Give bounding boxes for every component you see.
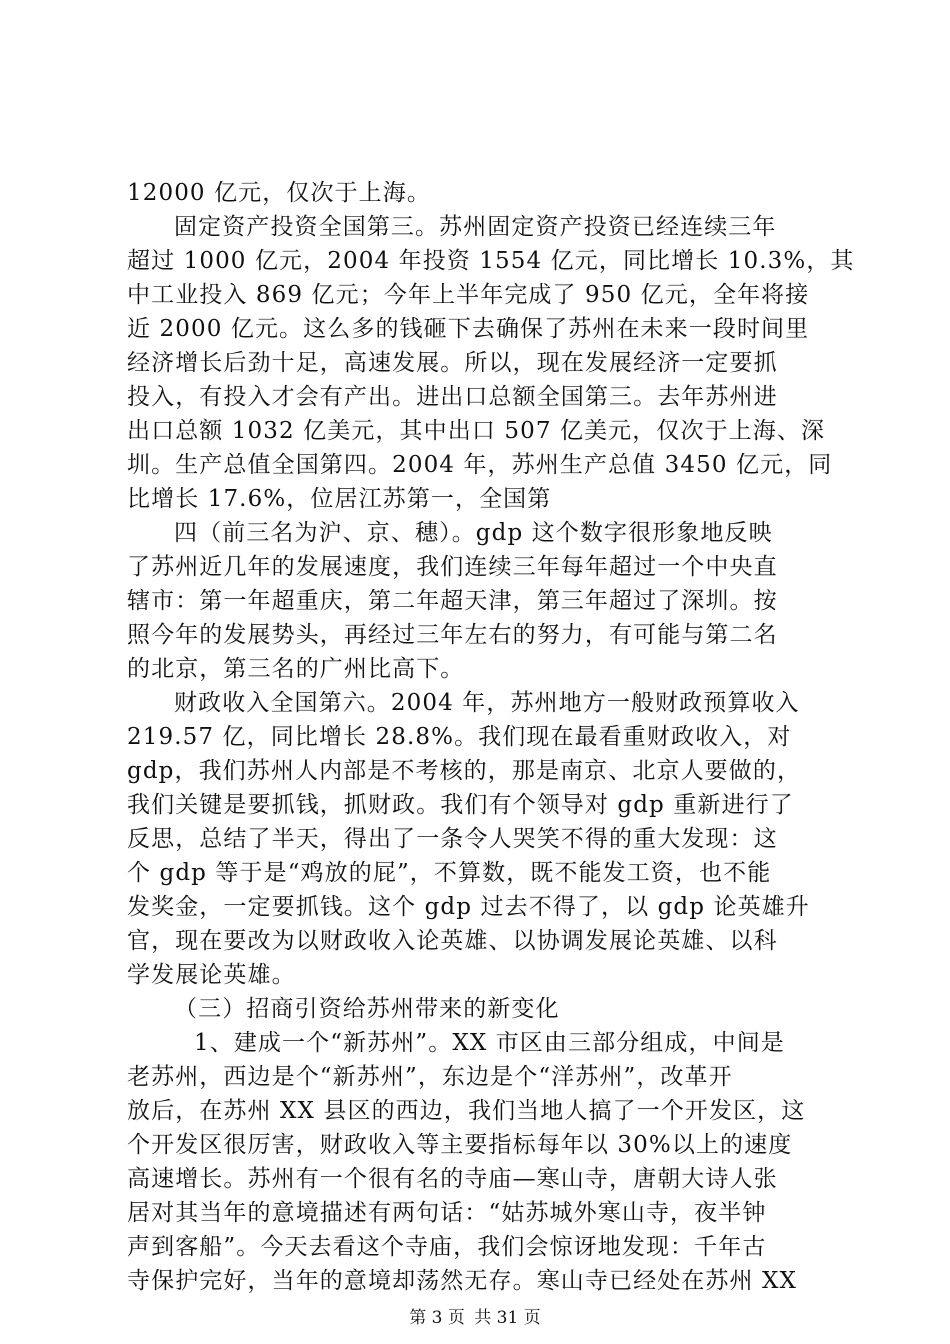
- text-line: 老苏州，西边是个“新苏州”，东边是个“洋苏州”，改革开: [127, 1064, 733, 1090]
- text-line: 固定资产投资全国第三。苏州固定资产投资已经连续三年: [174, 214, 777, 240]
- text-line: 放后，在苏州 XX 县区的西边，我们当地人搞了一个开发区，这: [127, 1098, 806, 1124]
- text-line: 高速增长。苏州有一个很有名的寺庙—寒山寺，唐朝大诗人张: [127, 1166, 778, 1192]
- text-line: 反思，总结了半天，得出了一条令人哭笑不得的重大发现：这: [127, 826, 778, 852]
- text-line: 出口总额 1032 亿美元，其中出口 507 亿美元，仅次于上海、深: [127, 418, 826, 444]
- text-line: 发奖金，一定要抓钱。这个 gdp 过去不得了，以 gdp 论英雄升: [127, 894, 810, 920]
- text-line: 寺保护完好，当年的意境却荡然无存。寒山寺已经处在苏州 XX: [127, 1268, 797, 1294]
- text-line: 官，现在要改为以财政收入论英雄、以协调发展论英雄、以科: [127, 928, 778, 954]
- text-line: 声到客船”。今天去看这个寺庙，我们会惊讶地发现：千年古: [127, 1234, 767, 1260]
- page-total: 共 31 页: [474, 1308, 541, 1328]
- text-line: 1、建成一个“新苏州”。XX 市区由三部分组成，中间是: [194, 1030, 785, 1056]
- text-line: 财政收入全国第六。2004 年，苏州地方一般财政预算收入: [174, 690, 800, 716]
- text-line: 超过 1000 亿元，2004 年投资 1554 亿元，同比增长 10.3%，其: [127, 248, 855, 274]
- text-line: 居对其当年的意境描述有两句话：“姑苏城外寒山寺，夜半钟: [127, 1200, 767, 1226]
- page-number: 第 3 页: [409, 1308, 465, 1328]
- text-line: 12000 亿元，仅次于上海。: [127, 180, 431, 206]
- text-line: 个开发区很厉害，财政收入等主要指标每年以 30%以上的速度: [127, 1132, 793, 1158]
- text-line: 个 gdp 等于是“鸡放的屁”，不算数，既不能发工资，也不能: [127, 860, 772, 886]
- text-line: 学发展论英雄。: [127, 962, 296, 988]
- text-line: 219.57 亿，同比增长 28.8%。我们现在最看重财政收入，对: [127, 724, 792, 750]
- text-line: 圳。生产总值全国第四。2004 年，苏州生产总值 3450 亿元，同: [127, 452, 833, 478]
- text-line: 近 2000 亿元。这么多的钱砸下去确保了苏州在未来一段时间里: [127, 316, 810, 342]
- text-line: 经济增长后劲十足，高速发展。所以，现在发展经济一定要抓: [127, 350, 778, 376]
- text-line: 我们关键是要抓钱，抓财政。我们有个领导对 gdp 重新进行了: [127, 792, 794, 818]
- text-line: 照今年的发展势头，再经过三年左右的努力，有可能与第二名: [127, 622, 778, 648]
- text-line: gdp，我们苏州人内部是不考核的，那是南京、北京人要做的，: [127, 758, 802, 784]
- text-line: 的北京，第三名的广州比高下。: [127, 656, 465, 682]
- page-footer: [0, 1306, 950, 1330]
- text-line: 比增长 17.6%，位居江苏第一，全国第: [127, 486, 552, 512]
- section-heading: （三）招商引资给苏州带来的新变化: [174, 996, 560, 1022]
- text-line: 辖市：第一年超重庆，第二年超天津，第三年超过了深圳。按: [127, 588, 778, 614]
- text-line: 四（前三名为沪、京、穗）。gdp 这个数字很形象地反映: [174, 520, 773, 546]
- text-line: 中工业投入 869 亿元；今年上半年完成了 950 亿元，全年将接: [127, 282, 810, 308]
- text-line: 了苏州近几年的发展速度，我们连续三年每年超过一个中央直: [127, 554, 778, 580]
- text-line: 投入，有投入才会有产出。进出口总额全国第三。去年苏州进: [127, 384, 778, 410]
